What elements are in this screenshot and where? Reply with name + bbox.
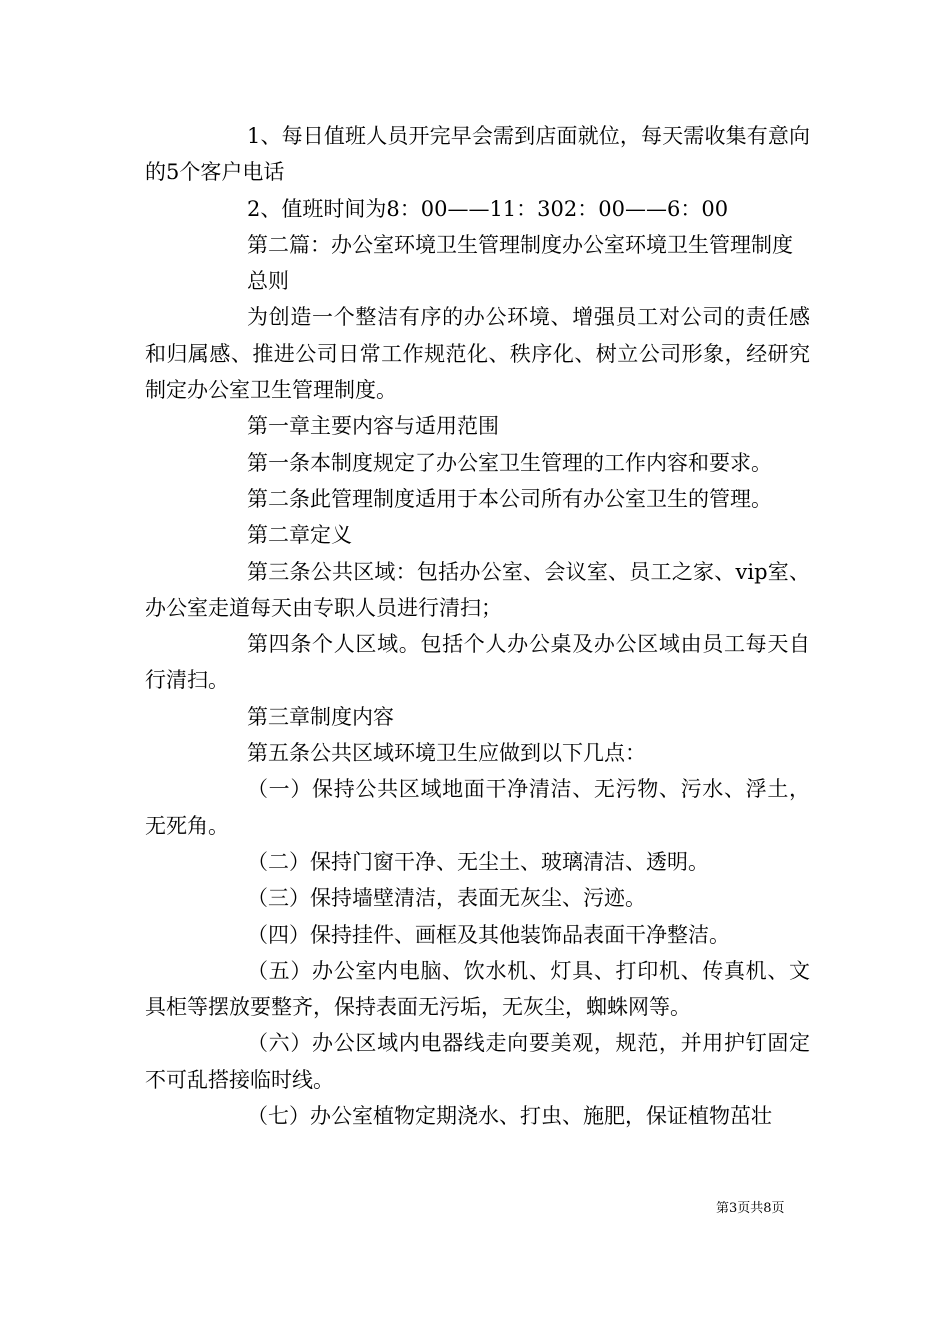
- paragraph-19: （六）办公区域内电器线走向要美观，规范，并用护钉固定不可乱搭接临时线。: [145, 1031, 810, 1092]
- paragraph-17: （四）保持挂件、画框及其他装饰品表面干净整洁。: [247, 922, 730, 947]
- paragraph-12: 第三章制度内容: [247, 704, 394, 729]
- paragraph-3: 第二篇：办公室环境卫生管理制度办公室环境卫生管理制度: [247, 232, 793, 257]
- paragraph-8: 第二条此管理制度适用于本公司所有办公室卫生的管理。: [247, 486, 772, 511]
- paragraph-4: 总则: [247, 269, 289, 294]
- paragraph-7: 第一条本制度规定了办公室卫生管理的工作内容和要求。: [247, 450, 772, 475]
- paragraph-5: 为创造一个整洁有序的办公环境、增强员工对公司的责任感和归属感、推进公司日常工作规范化、秩序化、树立公司形象，经研究制定办公室卫生管理制度。: [145, 305, 810, 403]
- paragraph-10: 第三条公共区域：包括办公室、会议室、员工之家、vip室、办公室走道每天由专职人员进行清扫；: [145, 559, 810, 620]
- paragraph-16: （三）保持墙壁清洁，表面无灰尘、污迹。: [247, 886, 646, 911]
- paragraph-20: （七）办公室植物定期浇水、打虫、施肥，保证植物茁壮: [247, 1104, 772, 1129]
- paragraph-2: 2、值班时间为8：00——11：302：00——6：00: [247, 196, 729, 221]
- paragraph-18: （五）办公室内电脑、饮水机、灯具、打印机、传真机、文具柜等摆放要整齐，保持表面无污垢，无灰尘，蜘蛛网等。: [145, 958, 810, 1020]
- paragraph-11: 第四条个人区域。包括个人办公桌及办公区域由员工每天自行清扫。: [145, 632, 810, 693]
- paragraph-9: 第二章定义: [247, 523, 352, 548]
- paragraph-15: （二）保持门窗干净、无尘土、玻璃清洁、透明。: [247, 849, 709, 874]
- paragraph-14: （一）保持公共区域地面干净清洁、无污物、污水、浮土，无死角。: [145, 777, 810, 838]
- page-number: 第3页共8页: [716, 1201, 785, 1216]
- paragraph-13: 第五条公共区域环境卫生应做到以下几点：: [247, 741, 646, 766]
- paragraph-6: 第一章主要内容与适用范围: [247, 414, 499, 439]
- paragraph-1: 1、每日值班人员开完早会需到店面就位，每天需收集有意向的5个客户电话: [145, 124, 810, 185]
- document-body: [145, 118, 810, 1134]
